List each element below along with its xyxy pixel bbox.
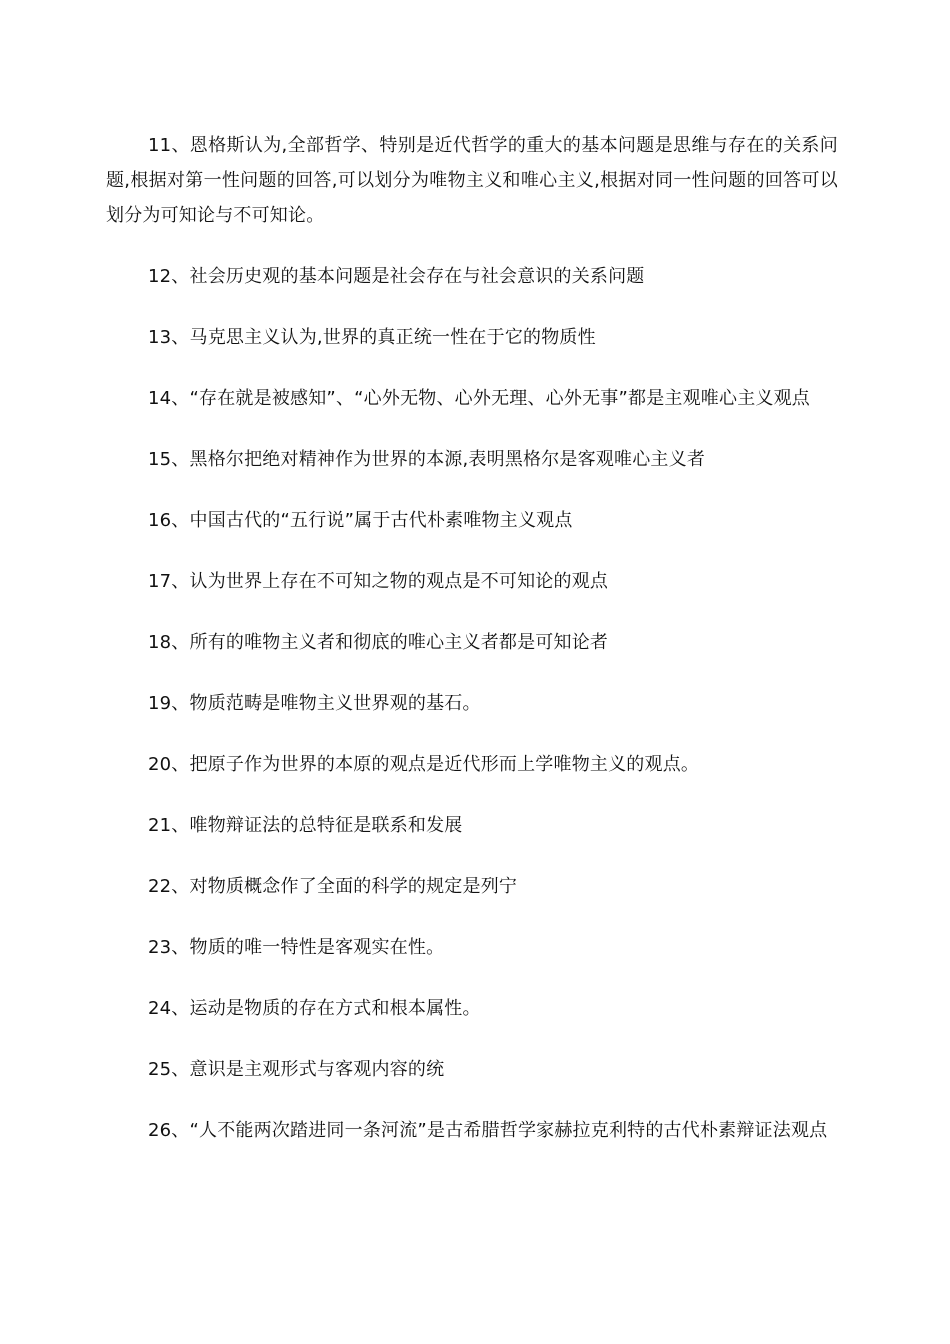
paragraph-16: 16、中国古代的“五行说”属于古代朴素唯物主义观点: [148, 510, 573, 531]
paragraph-23: 23、物质的唯一特性是客观实在性。: [148, 937, 445, 958]
paragraph-15: 15、黑格尔把绝对精神作为世界的本源,表明黑格尔是客观唯心主义者: [148, 449, 706, 470]
paragraph-12: 12、社会历史观的基本问题是社会存在与社会意识的关系问题: [148, 266, 645, 287]
paragraph-17: 17、认为世界上存在不可知之物的观点是不可知论的观点: [148, 571, 609, 592]
paragraph-22: 22、对物质概念作了全面的科学的规定是列宁: [148, 876, 518, 897]
paragraph-11: 11、恩格斯认为,全部哲学、特别是近代哲学的重大的基本问题是思维与存在的关系问题,根据对第一性问题的回答,可以划分为唯物主义和唯心主义,根据对同一性问题的回答可以划分为可知论与不可知论。: [106, 135, 838, 226]
document-body: [106, 128, 838, 1174]
paragraph-14: 14、“存在就是被感知”、“心外无物、心外无理、心外无事”都是主观唯心主义观点: [148, 388, 811, 409]
paragraph-20: 20、把原子作为世界的本原的观点是近代形而上学唯物主义的观点。: [148, 754, 700, 775]
paragraph-19: 19、物质范畴是唯物主义世界观的基石。: [148, 693, 481, 714]
paragraph-26: 26、“人不能两次踏进同一条河流”是古希腊哲学家赫拉克利特的古代朴素辩证法观点: [148, 1120, 828, 1141]
paragraph-13: 13、马克思主义认为,世界的真正统一性在于它的物质性: [148, 327, 596, 348]
paragraph-24: 24、运动是物质的存在方式和根本属性。: [148, 998, 481, 1019]
paragraph-25: 25、意识是主观形式与客观内容的统: [148, 1059, 445, 1080]
paragraph-18: 18、所有的唯物主义者和彻底的唯心主义者都是可知论者: [148, 632, 609, 653]
paragraph-21: 21、唯物辩证法的总特征是联系和发展: [148, 815, 463, 836]
